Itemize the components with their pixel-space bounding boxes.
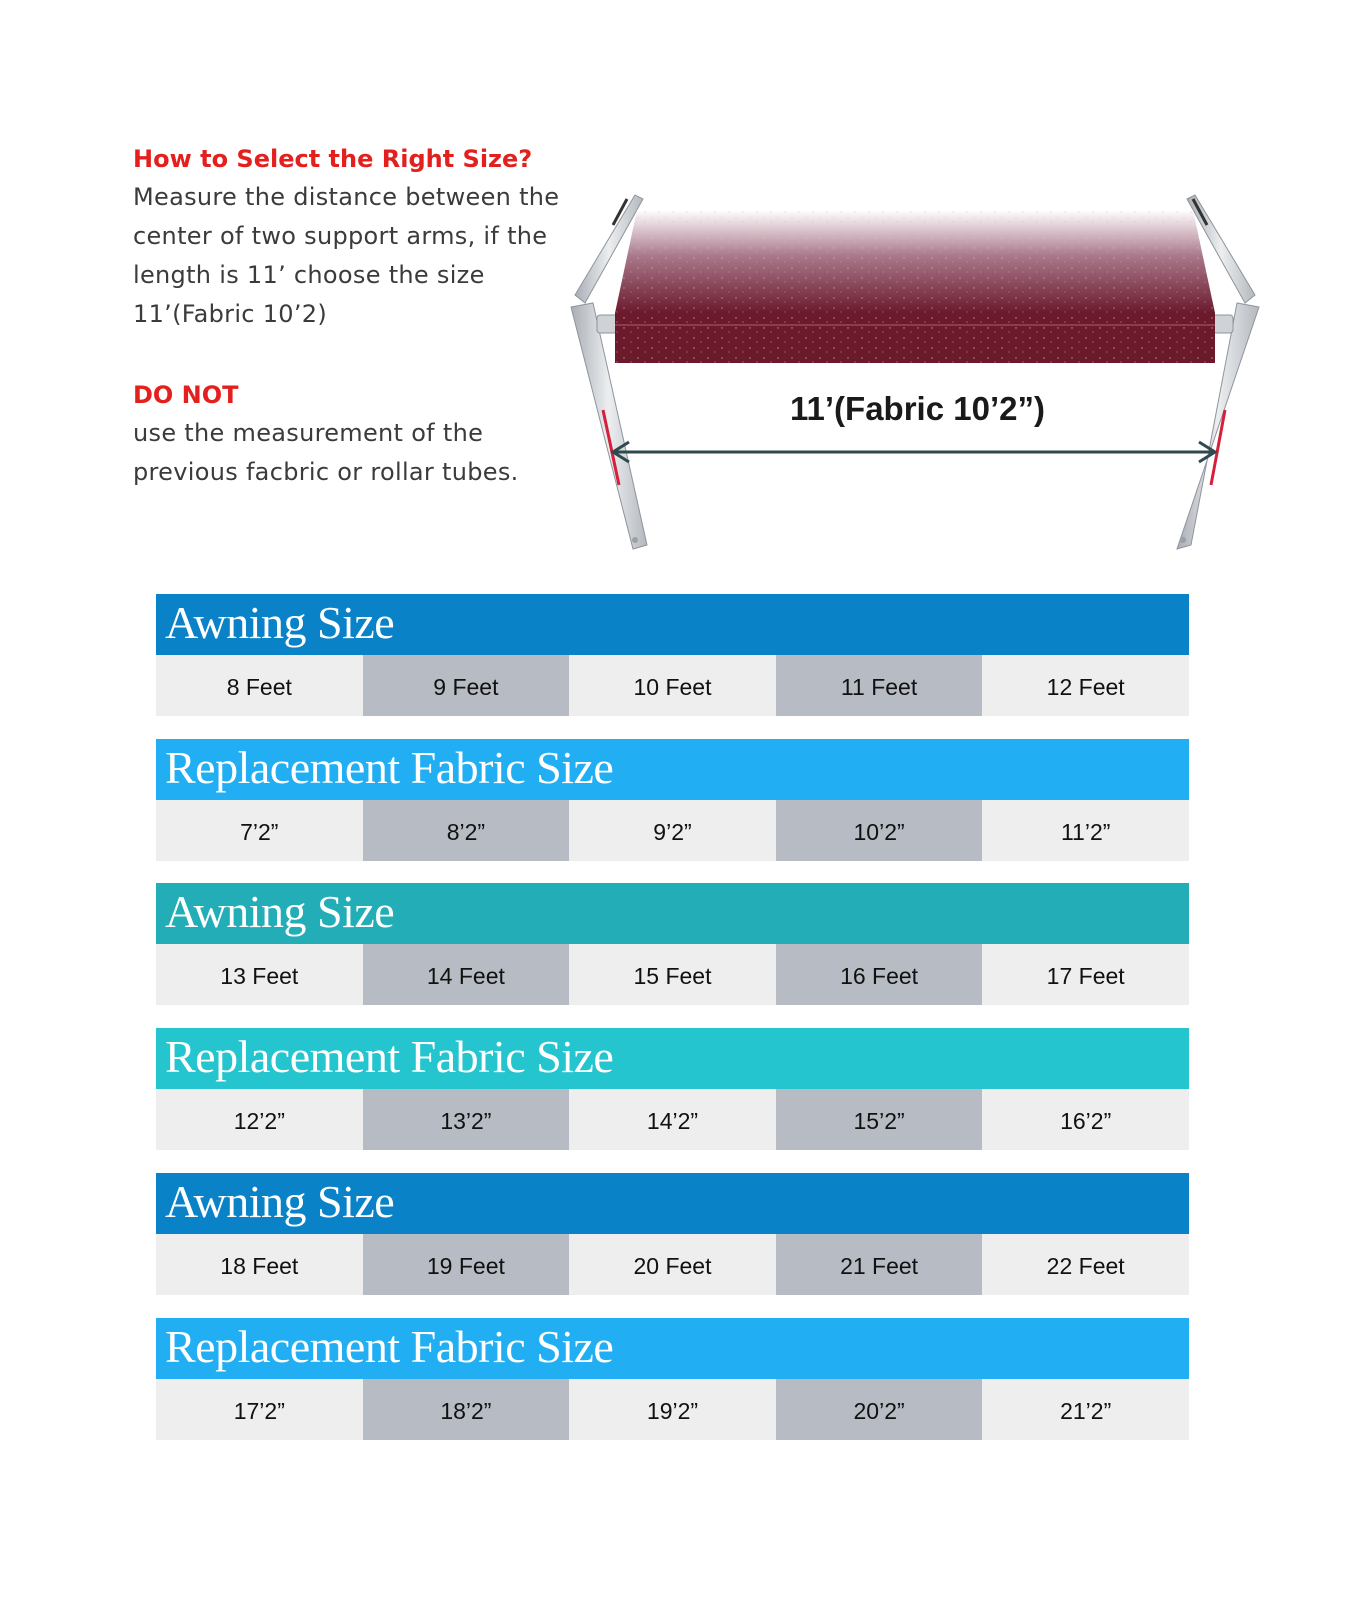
awning-size-table-2 [156,883,1189,1005]
size-cell: 15 Feet [569,944,776,1005]
size-cell: 21 Feet [776,1234,983,1295]
table-row [156,1089,1189,1150]
size-cell: 21’2” [982,1379,1189,1440]
do-not-heading: DO NOT [133,381,239,409]
size-cell: 10’2” [776,800,983,861]
size-cell: 18’2” [363,1379,570,1440]
size-cell: 14 Feet [363,944,570,1005]
size-cell: 9 Feet [363,655,570,716]
size-cell: 18 Feet [156,1234,363,1295]
size-cell: 17’2” [156,1379,363,1440]
awning-size-header: Awning Size [156,594,1189,655]
size-cell: 20’2” [776,1379,983,1440]
table-row [156,655,1189,716]
fabric-size-header: Replacement Fabric Size [156,1028,1189,1089]
awning-size-table-1 [156,594,1189,716]
size-cell: 12’2” [156,1089,363,1150]
size-cell: 10 Feet [569,655,776,716]
size-cell: 22 Feet [982,1234,1189,1295]
size-cell: 13 Feet [156,944,363,1005]
size-cell: 11’2” [982,800,1189,861]
fabric-size-table-1 [156,739,1189,861]
table-row [156,1234,1189,1295]
size-cell: 19 Feet [363,1234,570,1295]
size-cell: 19’2” [569,1379,776,1440]
size-cell: 16 Feet [776,944,983,1005]
fabric-size-table-2 [156,1028,1189,1150]
table-row [156,1379,1189,1440]
fabric-size-header: Replacement Fabric Size [156,1318,1189,1379]
awning-diagram-illustration [565,185,1265,560]
size-cell: 15’2” [776,1089,983,1150]
fabric-size-header: Replacement Fabric Size [156,739,1189,800]
table-row [156,944,1189,1005]
size-cell: 17 Feet [982,944,1189,1005]
how-to-select-heading: How to Select the Right Size? [133,145,533,173]
how-to-select-instructions: Measure the distance between the center of two support arms, if the length is 11’ choose the size 11’(Fabric 10’2) [133,183,560,328]
awning-size-header: Awning Size [156,1173,1189,1234]
dimension-label: 11’(Fabric 10’2”) [790,390,1045,427]
size-guide-intro [133,140,603,492]
size-cell: 14’2” [569,1089,776,1150]
size-cell: 8’2” [363,800,570,861]
table-row [156,800,1189,861]
dimension-arrow [613,442,1215,462]
do-not-instructions: use the measurement of the previous facbric or rollar tubes. [133,419,519,486]
size-cell: 12 Feet [982,655,1189,716]
awning-size-table-3 [156,1173,1189,1295]
awning-size-header: Awning Size [156,883,1189,944]
fabric-size-table-3 [156,1318,1189,1440]
size-cell: 9’2” [569,800,776,861]
size-cell: 11 Feet [776,655,983,716]
size-cell: 8 Feet [156,655,363,716]
size-cell: 20 Feet [569,1234,776,1295]
size-cell: 16’2” [982,1089,1189,1150]
size-cell: 13’2” [363,1089,570,1150]
awning-fabric [615,210,1215,363]
size-cell: 7’2” [156,800,363,861]
